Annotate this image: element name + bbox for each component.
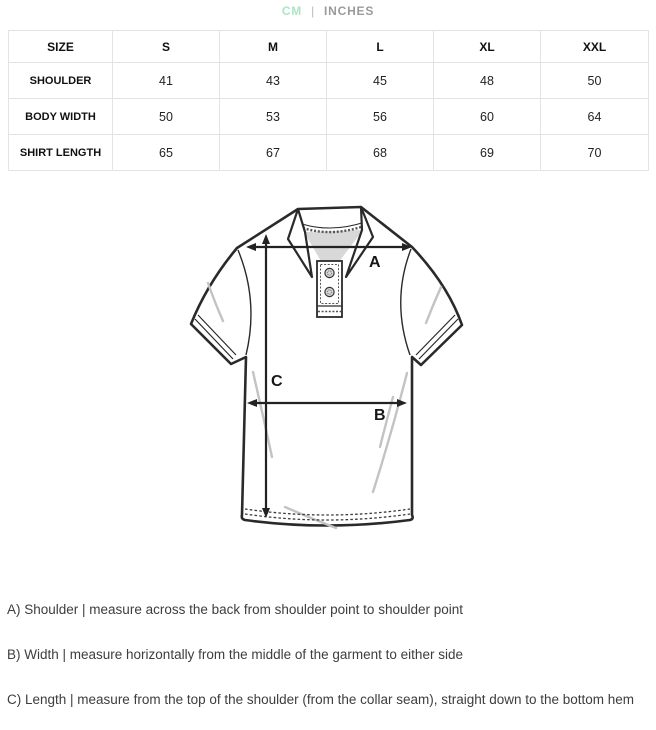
cell-shoulder-s: 41 xyxy=(113,63,220,99)
size-table-header-row xyxy=(9,31,649,63)
size-table-header-m: M xyxy=(220,31,327,63)
unit-cm-button[interactable]: CM xyxy=(281,4,303,18)
table-row-shoulder xyxy=(9,63,649,99)
polo-shirt-diagram xyxy=(160,195,500,540)
cell-bodywidth-s: 50 xyxy=(113,99,220,135)
cell-bodywidth-xl: 60 xyxy=(434,99,541,135)
measurement-note-c: C) Length | measure from the top of the shoulder (from the collar seam), straight down to the bottom hem xyxy=(7,692,635,707)
cell-shirtlength-xxl: 70 xyxy=(541,135,649,171)
size-table xyxy=(8,30,649,171)
cell-bodywidth-l: 56 xyxy=(327,99,434,135)
row-label-shoulder: SHOULDER xyxy=(9,63,113,99)
cell-bodywidth-xxl: 64 xyxy=(541,99,649,135)
cell-shirtlength-l: 68 xyxy=(327,135,434,171)
label-c: C xyxy=(271,373,283,390)
measurement-note-a: A) Shoulder | measure across the back from shoulder point to shoulder point xyxy=(7,602,464,617)
size-table-header-size: SIZE xyxy=(9,31,113,63)
label-b: B xyxy=(374,407,386,424)
cell-shoulder-xl: 48 xyxy=(434,63,541,99)
cell-shoulder-m: 43 xyxy=(220,63,327,99)
cell-shirtlength-xl: 69 xyxy=(434,135,541,171)
size-table-header-xxl: XXL xyxy=(541,31,649,63)
cell-bodywidth-m: 53 xyxy=(220,99,327,135)
row-label-body-width: BODY WIDTH xyxy=(9,99,113,135)
size-table-header-l: L xyxy=(327,31,434,63)
table-row-body-width xyxy=(9,99,649,135)
label-a: A xyxy=(369,254,381,271)
size-table-header-xl: XL xyxy=(434,31,541,63)
unit-toggle xyxy=(0,3,656,19)
size-table-header-s: S xyxy=(113,31,220,63)
unit-toggle-separator: | xyxy=(311,4,316,18)
row-label-shirt-length: SHIRT LENGTH xyxy=(9,135,113,171)
cell-shirtlength-m: 67 xyxy=(220,135,327,171)
cell-shirtlength-s: 65 xyxy=(113,135,220,171)
measurement-note-b: B) Width | measure horizontally from the middle of the garment to either side xyxy=(7,647,463,662)
cell-shoulder-xxl: 50 xyxy=(541,63,649,99)
unit-inches-button[interactable]: INCHES xyxy=(324,4,375,18)
table-row-shirt-length xyxy=(9,135,649,171)
cell-shoulder-l: 45 xyxy=(327,63,434,99)
